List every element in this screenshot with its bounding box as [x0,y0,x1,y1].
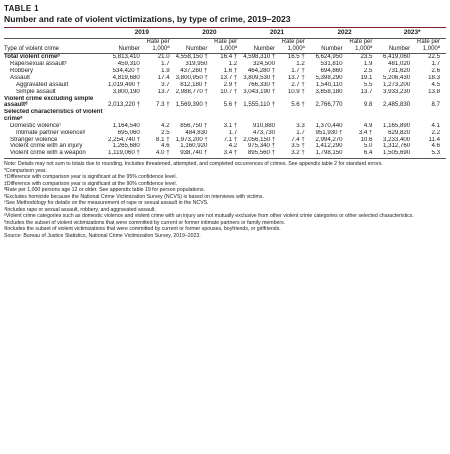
year-header: 2022 [311,28,379,38]
rate-cell: 5.0 [363,143,373,150]
year-header: 2020 [176,28,244,38]
rate-cell [142,109,176,123]
number-cell: 1,164,540 [112,122,140,129]
table-body [4,54,446,159]
rate-cell: 18.3 [428,74,440,81]
table-row [4,75,446,82]
number-cell [378,109,412,123]
rate-cell: 1.9 [363,61,373,67]
rate-cell: 4.2 [161,122,170,129]
rate-cell: 13.7 † [287,74,305,81]
number-column-header: Number [311,38,345,53]
number-cell: 629,820 [388,129,411,136]
rate-cell: 1.7 [296,129,305,136]
rate-cell: 4.1 [431,122,440,129]
number-cell: 2,994,270 [315,136,343,143]
rate-cell: 3.7 [161,81,170,88]
rate-cell: 21.0 [157,53,170,61]
rate-cell [209,109,243,123]
rate-cell: 19.1 [360,74,373,81]
rate-cell [277,109,311,123]
year-header: 2021 [243,28,311,38]
number-cell: 534,420 † [112,67,140,74]
source-note: Source: Bureau of Justice Statistics, National Crime Victimization Survey, 2019–2023. [4,232,201,239]
number-cell [311,109,345,123]
rate-cell: 4.6 [161,143,170,150]
year-header: 2019 [108,28,176,38]
number-cell: 324,500 [252,61,275,67]
row-label: Rape/sexual assaultᶜ [10,61,68,67]
rate-column-header: Rate per 1,000ª [277,38,311,53]
number-cell [243,109,277,123]
number-cell: 3,233,400 [383,136,411,143]
rate-cell: 2.7 † [291,81,305,88]
number-column-header: Number [243,38,277,53]
number-cell: 1,569,390 † [175,101,208,109]
table-notes [4,161,446,239]
rate-cell: 2.9 † [223,81,238,88]
rate-cell: 3.5 † [291,143,305,150]
table-row [4,61,446,68]
rate-cell: 4.6 [431,143,440,150]
table-row [4,54,446,61]
rate-cell: 1.2 [296,61,305,67]
number-cell: 5,813,410 [112,53,140,61]
row-label: Domestic violenceᶠ [10,122,61,129]
rate-column-header: Rate per 1,000ª [209,38,243,53]
rate-cell: 3.3 [296,122,305,129]
number-cell: 1,555,110 † [243,101,275,109]
number-column-header: Number [176,38,210,53]
rate-cell: 10.7 † [220,88,238,95]
number-cell: 2,056,150 † [243,136,276,143]
number-column-header: Number [378,38,412,53]
rate-cell: 13.7 † [220,74,238,81]
number-cell: 695,060 [117,129,140,136]
number-cell: 910,880 [252,122,275,129]
rate-cell: 4.5 [431,81,440,88]
note-general: Note: Details may not sum to totals due to rounding. Includes threatened, attempted, and completed occurrences of crimes. See appendix table 2 for standard errors. [4,161,383,168]
number-cell: 6,624,950 [315,53,343,61]
number-cell: 895,560 † [243,150,277,158]
rate-cell: 23.5 [360,53,373,61]
number-cell [108,109,142,123]
rate-cell: 5.6 † [291,101,305,109]
number-cell: 938,740 † [176,150,210,158]
table-row [4,68,446,75]
table-row [4,137,446,144]
rate-cell: 2.6 [431,67,440,74]
table-row [4,89,446,96]
number-cell: 437,260 † [180,67,208,74]
number-cell: 1,312,760 [383,143,411,150]
rate-cell: 1.7 [431,61,440,67]
rate-cell: 4.2 [228,143,238,150]
row-label: Violent crime with an injury [10,143,83,150]
rate-cell: 3.4 † [358,129,373,136]
number-cell: 1,370,440 [315,122,343,129]
footnote: ‡Difference with comparison year is significant at the 90% confidence level. [4,180,177,187]
footnote: ᵈIncludes rape or sexual assault, robbery, and aggravated assault. [4,206,156,213]
number-cell: 1,165,890 [383,122,411,129]
rate-cell: 5.6 † [223,101,238,109]
number-cell: 4,598,310 † [243,53,276,61]
number-cell: 1,273,200 [383,81,411,88]
number-cell: 1,505,690 [378,150,412,158]
number-cell: 1,412,290 [315,143,343,150]
number-cell: 2,254,740 † [108,136,141,143]
rate-cell: 4.9 [363,122,373,129]
rate-cell: 13.7 [360,88,373,95]
table-row [4,123,446,130]
rate-cell: 1.7 [228,129,238,136]
footnote: *Comparison year. [4,167,47,174]
table-row [4,143,446,150]
rate-cell: 10.6 [360,136,373,143]
number-cell: 731,620 [388,67,411,74]
row-label: Robbery [10,67,34,74]
number-cell: 856,750 † [180,122,208,129]
rate-cell [412,109,446,123]
row-label: Violent crime excluding simple assaultᵈ [4,95,94,109]
number-cell: 812,180 † [180,81,208,88]
table-figure [4,4,446,239]
rate-column-header: Rate per 1,000ª [142,38,176,53]
year-header-row [4,28,446,38]
rate-cell: 3.4 † [209,150,243,158]
rate-column-header: Rate per 1,000ª [412,38,446,53]
victimization-table [4,28,446,159]
number-cell: 4,558,150 † [175,53,208,61]
year-header: 2023* [378,28,446,38]
rate-cell: 1.7 † [291,67,305,74]
footnote: ᵉViolent crime categories such as domestic violence and violent crime with an injury are not mutually exclusive from other violent crime categories or other selected characteristics. [4,213,414,220]
rate-cell: 6.4 [345,150,379,158]
rate-cell: 2.2 [431,129,440,136]
rate-cell: 3.2 † [277,150,311,158]
number-cell: 481,020 [388,61,411,67]
rate-cell: 3.1 † [223,122,238,129]
row-label: Simple assault [16,88,56,95]
rate-cell: 1.2 [228,61,238,67]
table-row [4,109,446,123]
row-label: Total violent crimeᵇ [4,53,60,61]
row-label: Aggravated assault [16,81,69,88]
footnote: ᵇExcludes homicide because the National Crime Victimization Survey (NCVS) is based on interviews with victims. [4,193,264,200]
number-cell: 694,860 [320,67,343,74]
rate-column-header: Rate per 1,000ª [345,38,379,53]
number-cell: 319,950 [185,61,208,67]
number-cell [176,109,210,123]
number-cell: 3,858,180 [315,88,343,95]
rate-cell: 11.4 [428,136,440,143]
rate-cell: 22.5 [428,53,440,61]
column-header-row [4,38,446,53]
year-header-spacer [4,28,108,38]
number-cell: 1,798,150 [311,150,345,158]
number-cell: 3,933,230 [383,88,411,95]
number-cell: 4,819,680 [112,74,140,81]
number-cell: 1,160,920 [180,143,208,150]
rate-cell: 5.5 [363,81,373,88]
number-cell: 5,398,290 [315,74,343,81]
rate-cell: 16.4 † [220,53,238,61]
footnote: ᵍIncludes the subset of violent victimizations that were committed by current or former spouses, boyfriends, or girlfriends. [4,226,281,233]
number-cell: 766,330 † [247,81,275,88]
number-cell: 459,310 [117,61,140,67]
footnote: †Difference with comparison year is significant at the 95% confidence level. [4,174,177,181]
row-label: Intimate partner violenceᵍ [16,129,86,136]
number-cell: 5,206,430 [383,74,411,81]
number-cell: 6,419,060 [383,53,411,61]
table-label: TABLE 1 [4,4,39,13]
rate-cell: 17.4 [157,74,170,81]
number-cell: 3,800,950 † [175,74,208,81]
rate-cell: 9.8 [363,101,373,109]
row-label: Violent crime with a weapon [4,150,108,158]
table-row [4,130,446,137]
number-cell: 2,013,220 † [108,101,141,109]
rate-cell: 7.4 † [291,136,305,143]
footnote: ᶜSee Methodology for details on the measurement of rape or sexual assault in the NCVS. [4,200,209,207]
number-cell: 1,540,110 [315,81,343,88]
rate-cell: 8.7 [431,101,440,109]
row-label: Selected characteristics of violent crimeᵉ [4,109,103,122]
rate-cell: 1.7 [161,61,170,67]
row-label: Assault [10,74,30,81]
rate-cell: 1.9 [161,67,170,74]
number-cell: 1,973,200 † [175,136,208,143]
rate-cell: 5.3 [412,150,446,158]
number-cell: 2,766,770 [315,101,343,109]
rate-cell [345,109,379,123]
number-cell: 3,809,530 † [243,74,276,81]
number-cell: 484,830 [185,129,208,136]
number-cell: 951,930 † [315,129,343,136]
rate-cell: 8.1 † [156,136,170,143]
footnote: ªRate per 1,000 persons age 12 or older. See appendix table 19 for person populations. [4,187,205,194]
table-title: Number and rate of violent victimizations, by type of crime, 2019–2023 [4,14,446,28]
number-column-header: Number [108,38,142,53]
rate-cell: 1.6 † [223,67,238,74]
rate-cell: 10.9 † [287,88,305,95]
rate-cell: 7.1 † [223,136,238,143]
rate-cell: 4.0 † [142,150,176,158]
number-cell: 975,340 † [247,143,275,150]
table-row [4,82,446,89]
rate-cell: 13.8 [428,88,440,95]
rate-cell: 13.7 [157,88,170,95]
row-label: Stranger violence [10,136,58,143]
table-row [4,96,446,110]
number-cell: 1,119,060 † [108,150,142,158]
rate-cell: 2.5 [161,129,170,136]
rate-cell: 2.5 [363,67,373,74]
number-cell: 531,810 [320,61,343,67]
number-cell: 2,988,770 † [175,88,208,95]
number-cell: 1,265,680 [112,143,140,150]
number-cell: 1,019,490 † [108,81,141,88]
rate-cell: 16.5 † [287,53,305,61]
number-cell: 3,800,190 [112,88,140,95]
footnote: ᶠIncludes the subset of violent victimizations that were committed by current or former intimate partners or family members. [4,219,286,226]
number-cell: 2,485,830 [383,101,411,109]
table-row [4,150,446,158]
type-column-header: Type of violent crime [4,38,108,53]
number-cell: 464,280 † [247,67,275,74]
number-cell: 473,730 [252,129,275,136]
number-cell: 3,043,190 † [243,88,276,95]
rate-cell: 7.3 † [156,101,170,109]
